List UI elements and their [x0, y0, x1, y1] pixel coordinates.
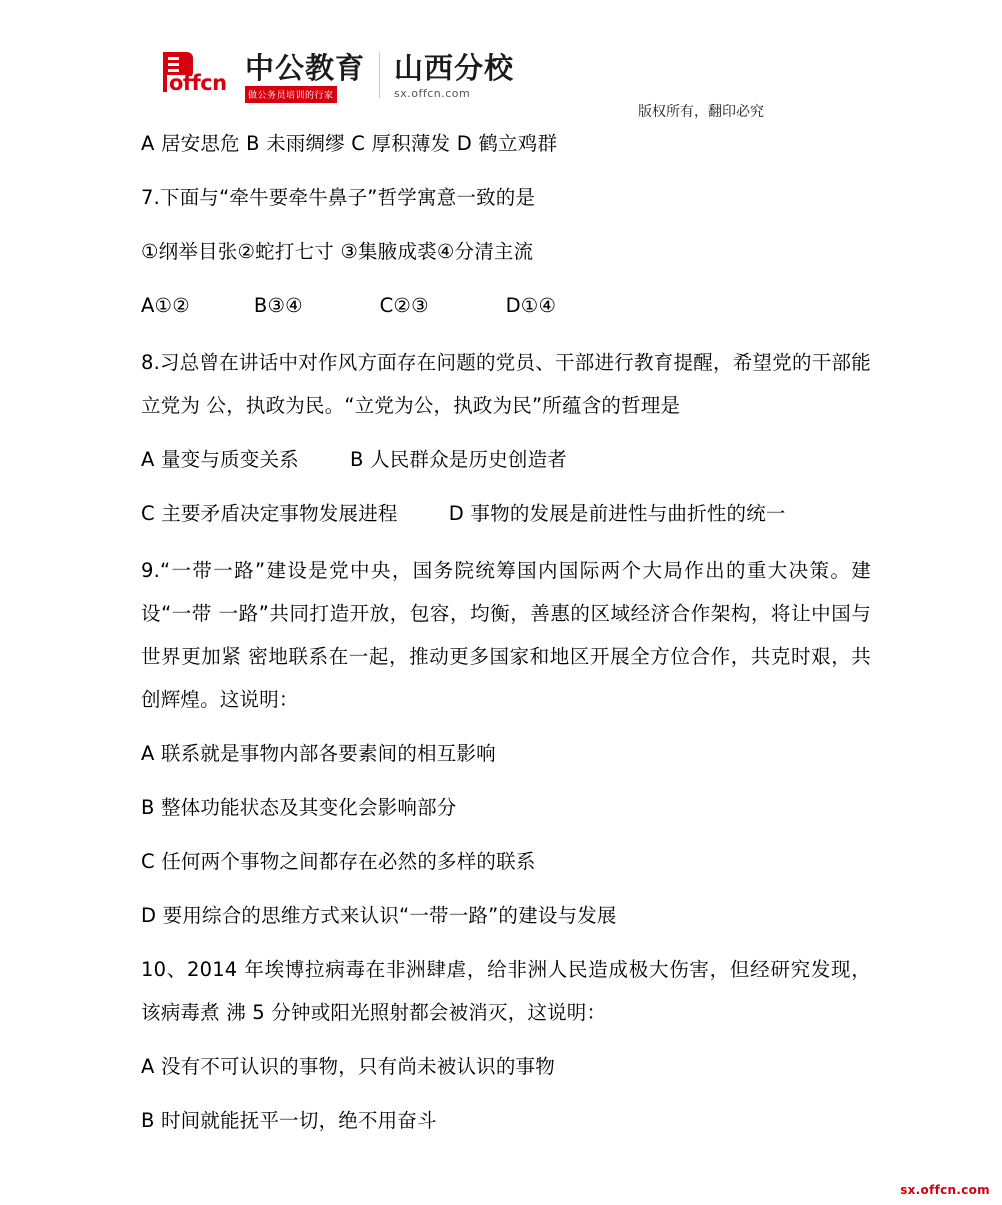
branch-name-text: 山西分校 — [394, 51, 515, 85]
paragraph: 10、2014 年埃博拉病毒在非洲肆虐，给非洲人民造成极大伤害，但经研究发现，该病毒煮 沸 5 分钟或阳光照射都会被消灭，这说明： — [141, 958, 871, 1024]
paragraph: ①纲举目张②蛇打七寸 ③集腋成裘④分清主流 — [141, 240, 534, 263]
paragraph: B 时间就能抚平一切，绝不用奋斗 — [141, 1109, 437, 1132]
document-header — [0, 0, 1002, 118]
paragraph: C 任何两个事物之间都存在必然的多样的联系 — [141, 850, 536, 873]
offcn-branch — [379, 52, 514, 98]
paragraph: 7.下面与“牵牛要牵牛鼻子”哲学寓意一致的是 — [141, 186, 536, 209]
paragraph: A 联系就是事物内部各要素间的相互影响 — [141, 742, 496, 765]
document-body — [141, 122, 871, 1153]
offcn-logo — [163, 52, 514, 103]
offcn-latin-text: offcn — [169, 71, 227, 95]
brand-name-text: 中公教育 — [245, 51, 366, 85]
branch-url-text: sx.offcn.com — [394, 87, 471, 100]
paragraph: A 没有不可认识的事物，只有尚未被认识的事物 — [141, 1055, 555, 1078]
paragraph: B 整体功能状态及其变化会影响部分 — [141, 796, 457, 819]
copyright-notice: 版权所有，翻印必究 — [638, 104, 764, 120]
paragraph: A 居安思危 B 未雨绸缪 C 厚积薄发 D 鹤立鸡群 — [141, 132, 558, 155]
offcn-flag-icon — [163, 52, 239, 96]
paragraph: C 主要矛盾决定事物发展进程 D 事物的发展是前进性与曲折性的统一 — [141, 502, 786, 525]
paragraph: A 量变与质变关系 B 人民群众是历史创造者 — [141, 448, 568, 471]
brand-tagline-text: 做公务员培训的行家 — [245, 86, 337, 103]
paragraph: A①② B③④ C②③ D①④ — [141, 294, 557, 317]
offcn-brand-cn — [245, 52, 365, 103]
paragraph: 8.习总曾在讲话中对作风方面存在问题的党员、干部进行教育提醒，希望党的干部能立党为 公，执政为民。“立党为公，执政为民”所蕴含的哲理是 — [141, 351, 871, 417]
paragraph: 9.“一带一路”建设是党中央，国务院统筹国内国际两个大局作出的重大决策。建设“一带 一路”共同打造开放，包容，均衡，善惠的区域经济合作架构，将让中国与世界更加紧 密地联系在一起，推动更多国家和地区开展全方位合作，共克时艰，共创辉煌。这说明： — [141, 559, 871, 711]
footer-site-url: sx.offcn.com — [900, 1183, 990, 1197]
paragraph: D 要用综合的思维方式来认识“一带一路”的建设与发展 — [141, 904, 617, 927]
